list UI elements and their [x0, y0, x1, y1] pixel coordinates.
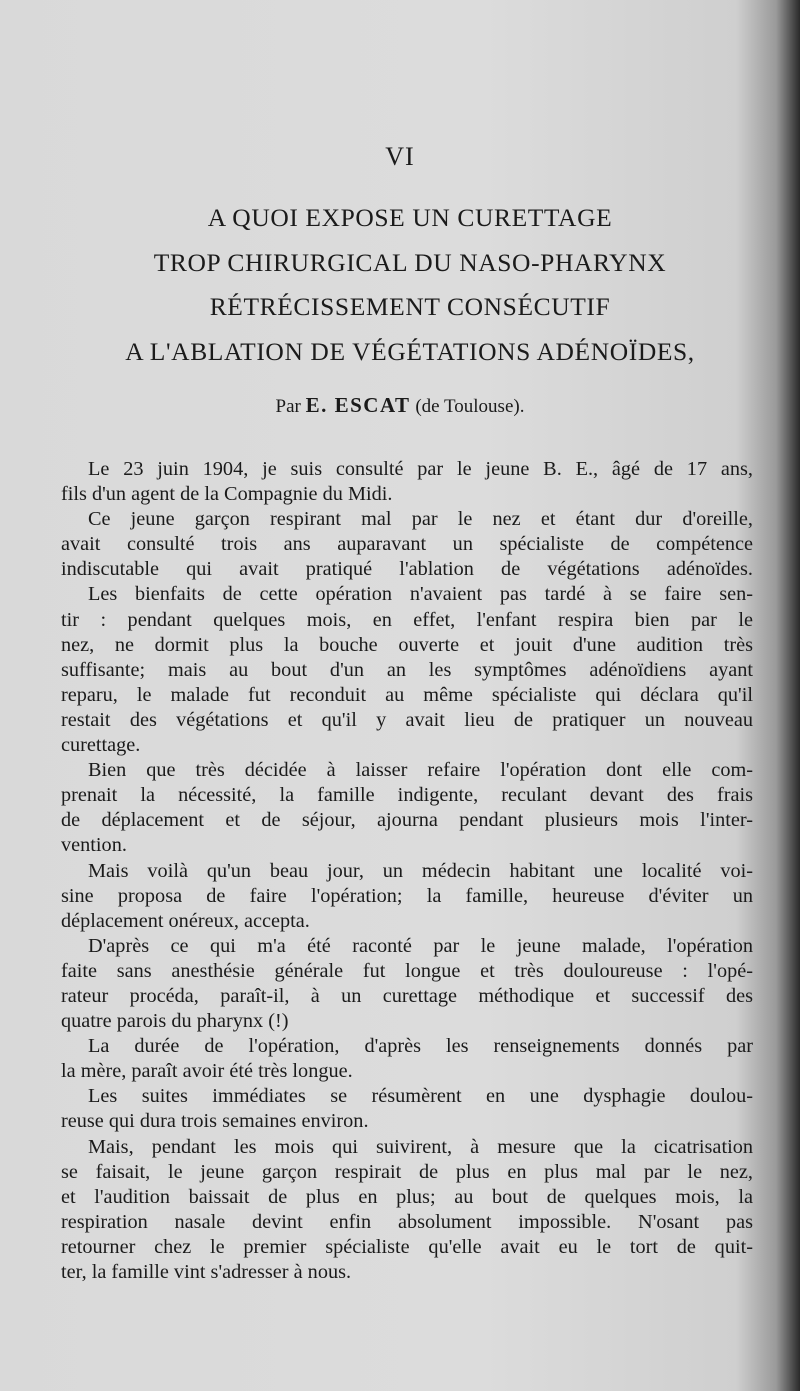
text-line: prenait la nécessité, la famille indigente, reculant devant des frais: [61, 784, 753, 807]
text-line: tir : pendant quelques mois, en effet, l'enfant respira bien par le: [61, 608, 753, 631]
text-line: fils d'un agent de la Compagnie du Midi.: [61, 483, 393, 506]
text-line: respiration nasale devint enfin absolument impossible. N'osant pas: [61, 1210, 753, 1233]
text-line: reuse qui dura trois semaines environ.: [61, 1110, 369, 1133]
text-line: Bien que très décidée à laisser refaire l'opération dont elle com-: [88, 759, 753, 782]
text-line: et l'audition baissait de plus en plus; au bout de quelques mois, la: [61, 1185, 753, 1208]
text-line: Les suites immédiates se résumèrent en une dysphagie doulou-: [88, 1085, 753, 1108]
text-line: retourner chez le premier spécialiste qu'elle avait eu le tort de quit-: [61, 1235, 753, 1258]
text-line: Le 23 juin 1904, je suis consulté par le jeune B. E., âgé de 17 ans,: [88, 458, 753, 480]
text-line: la mère, paraît avoir été très longue.: [61, 1060, 353, 1083]
text-line: vention.: [61, 834, 127, 857]
text-line: curettage.: [61, 734, 141, 757]
author-name: E. ESCAT: [305, 393, 411, 417]
text-line: avait consulté trois ans auparavant un spécialiste de compétence: [61, 533, 753, 556]
text-line: faite sans anesthésie générale fut longue et très douloureuse : l'opé-: [61, 959, 753, 982]
text-line: D'après ce qui m'a été raconté par le jeune malade, l'opération: [88, 934, 753, 957]
body-text: [61, 457, 753, 1285]
text-line: restait des végétations et qu'il y avait lieu de pratiquer un nouveau: [61, 708, 753, 731]
text-line: nez, ne dormit plus la bouche ouverte et jouit d'une audition très: [61, 633, 753, 656]
text-line: Ce jeune garçon respirant mal par le nez et étant dur d'oreille,: [88, 508, 753, 531]
title-line: A QUOI EXPOSE UN CURETTAGE: [207, 203, 613, 232]
author-affiliation: (de Toulouse).: [415, 396, 525, 417]
title-line: RÉTRÉCISSEMENT CONSÉCUTIF: [209, 292, 611, 321]
text-line: ter, la famille vint s'adresser à nous.: [61, 1261, 352, 1283]
text-line: quatre parois du pharynx (!): [61, 1010, 289, 1033]
chapter-number: VI: [385, 142, 415, 171]
text-line: rateur procéda, paraît-il, à un curettage méthodique et successif des: [61, 984, 753, 1007]
text-line: Les bienfaits de cette opération n'avaient pas tardé à se faire sen-: [88, 583, 753, 606]
text-line: Mais voilà qu'un beau jour, un médecin habitant une localité voi-: [88, 859, 753, 882]
title-line: TROP CHIRURGICAL DU NASO-PHARYNX: [153, 247, 667, 277]
text-line: Mais, pendant les mois qui suivirent, à mesure que la cicatrisation: [88, 1135, 753, 1158]
byline: [0, 393, 800, 418]
text-line: indiscutable qui avait pratiqué l'ablation de végétations adénoïdes.: [61, 558, 753, 581]
byline-prefix: Par: [275, 396, 301, 417]
text-line: La durée de l'opération, d'après les renseignements donnés par: [88, 1035, 753, 1058]
text-line: sine proposa de faire l'opération; la famille, heureuse d'éviter un: [61, 884, 753, 907]
text-line: de déplacement et de séjour, ajourna pendant plusieurs mois l'inter-: [61, 809, 753, 832]
text-line: suffisante; mais au bout d'un an les symptômes adénoïdiens ayant: [61, 658, 753, 681]
article-title: [60, 196, 760, 374]
text-line: déplacement onéreux, accepta.: [61, 909, 310, 932]
text-line: se faisait, le jeune garçon respirait de plus en plus mal par le nez,: [61, 1160, 753, 1183]
text-line: reparu, le malade fut reconduit au même spécialiste qui déclara qu'il: [61, 683, 753, 706]
title-line: A L'ABLATION DE VÉGÉTATIONS ADÉNOÏDES,: [125, 336, 695, 366]
